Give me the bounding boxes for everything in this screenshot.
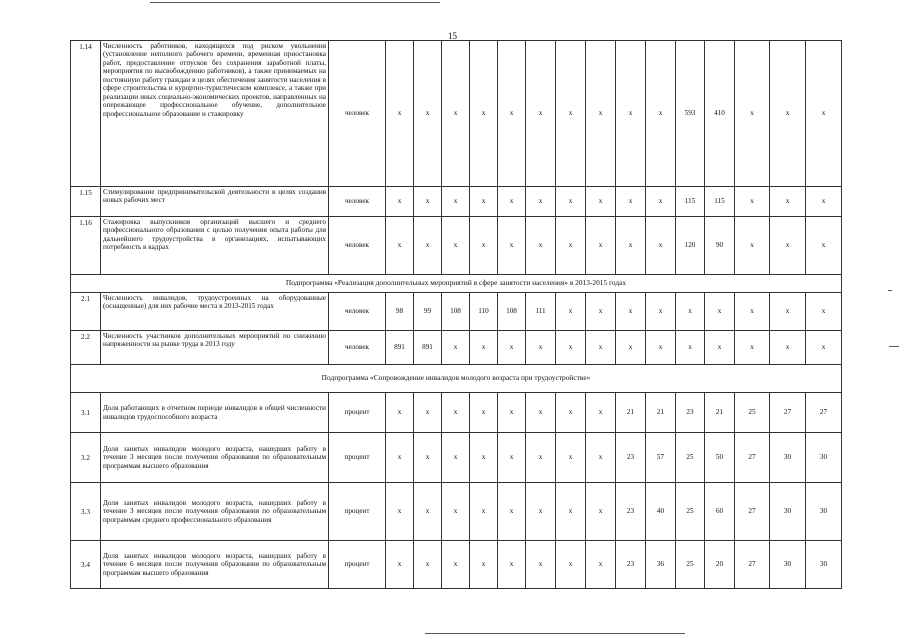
unit-cell: процент	[329, 433, 386, 483]
value-cell: 99	[414, 293, 442, 331]
value-cell: x	[770, 41, 806, 187]
value-cell: 27	[735, 541, 770, 589]
value-cell: x	[556, 293, 586, 331]
value-cell: x	[735, 331, 770, 365]
value-cell: x	[586, 433, 616, 483]
value-cell: x	[526, 187, 556, 217]
value-cell: x	[586, 393, 616, 433]
value-cell: 410	[705, 41, 735, 187]
value-cell: x	[386, 393, 414, 433]
value-cell: x	[414, 541, 442, 589]
value-cell: x	[735, 41, 770, 187]
value-cell: x	[526, 217, 556, 275]
unit-cell: человек	[329, 187, 386, 217]
table-row	[71, 217, 842, 275]
value-cell: 30	[770, 433, 806, 483]
row-number: 2.2	[71, 331, 101, 365]
value-cell: 30	[806, 433, 842, 483]
value-cell: x	[586, 187, 616, 217]
value-cell: x	[414, 217, 442, 275]
value-cell: x	[442, 541, 470, 589]
subprogram-title: Подпрограмма «Реализация дополнительных мероприятий в сфере занятости населения» в 2013-2015 годах	[71, 275, 842, 293]
value-cell: x	[414, 483, 442, 541]
value-cell: x	[556, 217, 586, 275]
subprogram-row	[71, 275, 842, 293]
value-cell: x	[586, 483, 616, 541]
value-cell: x	[498, 41, 526, 187]
value-cell: 25	[676, 483, 705, 541]
indicator-description: Доля работающих в отчетном периоде инвалидов в общей численности инвалидов трудоспособного возраста	[101, 393, 329, 433]
value-cell: x	[646, 41, 676, 187]
value-cell: x	[414, 433, 442, 483]
value-cell: x	[676, 331, 705, 365]
value-cell: x	[806, 41, 842, 187]
value-cell: 891	[414, 331, 442, 365]
value-cell: x	[442, 217, 470, 275]
value-cell: x	[705, 293, 735, 331]
value-cell: 21	[705, 393, 735, 433]
value-cell: x	[414, 187, 442, 217]
value-cell: x	[386, 541, 414, 589]
value-cell: x	[470, 217, 498, 275]
value-cell: 110	[470, 293, 498, 331]
value-cell: 23	[676, 393, 705, 433]
value-cell: x	[806, 217, 842, 275]
table-row	[71, 41, 842, 187]
value-cell: x	[442, 393, 470, 433]
row-number: 1.14	[71, 41, 101, 187]
value-cell: x	[442, 41, 470, 187]
value-cell: 27	[770, 393, 806, 433]
row-number: 2.1	[71, 293, 101, 331]
value-cell: 50	[705, 433, 735, 483]
value-cell: x	[770, 293, 806, 331]
indicators-table	[70, 40, 842, 589]
value-cell: 25	[676, 433, 705, 483]
unit-cell: процент	[329, 483, 386, 541]
value-cell: 27	[735, 433, 770, 483]
value-cell: x	[470, 433, 498, 483]
value-cell: x	[442, 483, 470, 541]
indicator-description: Доля занятых инвалидов молодого возраста, нашедших работу в течение 3 месяцев после получения образования по образовательным программам высшего образования	[101, 433, 329, 483]
value-cell: x	[616, 293, 646, 331]
scan-line-top	[150, 2, 440, 3]
table-row	[71, 483, 842, 541]
value-cell: x	[556, 331, 586, 365]
value-cell: 108	[442, 293, 470, 331]
unit-cell: процент	[329, 393, 386, 433]
table-row	[71, 293, 842, 331]
value-cell: x	[470, 41, 498, 187]
subprogram-row	[71, 365, 842, 393]
value-cell: x	[770, 187, 806, 217]
row-number: 3.3	[71, 483, 101, 541]
scan-mark-right-2	[888, 290, 892, 291]
unit-cell: человек	[329, 293, 386, 331]
unit-cell: процент	[329, 541, 386, 589]
subprogram-title: Подпрограмма «Сопровождение инвалидов молодого возраста при трудоустройстве»	[71, 365, 842, 393]
value-cell: x	[556, 393, 586, 433]
value-cell: x	[526, 483, 556, 541]
value-cell: x	[705, 331, 735, 365]
value-cell: 40	[646, 483, 676, 541]
value-cell: x	[498, 331, 526, 365]
table-row	[71, 393, 842, 433]
value-cell: 115	[676, 187, 705, 217]
value-cell: x	[442, 433, 470, 483]
value-cell: 90	[705, 217, 735, 275]
value-cell: x	[470, 331, 498, 365]
value-cell: 23	[616, 483, 646, 541]
value-cell: x	[556, 41, 586, 187]
value-cell: 57	[646, 433, 676, 483]
value-cell: x	[806, 293, 842, 331]
value-cell: x	[556, 541, 586, 589]
unit-cell: человек	[329, 217, 386, 275]
value-cell: x	[386, 433, 414, 483]
value-cell: x	[386, 483, 414, 541]
value-cell: x	[616, 331, 646, 365]
value-cell: 891	[386, 331, 414, 365]
value-cell: 60	[705, 483, 735, 541]
indicator-description: Стимулирование предпринимательской деятельности в целях создания новых рабочих мест	[101, 187, 329, 217]
value-cell: 115	[705, 187, 735, 217]
value-cell: x	[586, 541, 616, 589]
value-cell: 111	[526, 293, 556, 331]
value-cell: x	[770, 217, 806, 275]
row-number: 3.4	[71, 541, 101, 589]
value-cell: x	[735, 293, 770, 331]
value-cell: x	[470, 483, 498, 541]
value-cell: x	[646, 187, 676, 217]
value-cell: x	[586, 41, 616, 187]
value-cell: 593	[676, 41, 705, 187]
value-cell: x	[616, 187, 646, 217]
value-cell: x	[616, 41, 646, 187]
row-number: 1.15	[71, 187, 101, 217]
table-row	[71, 541, 842, 589]
value-cell: 25	[676, 541, 705, 589]
value-cell: x	[498, 187, 526, 217]
scan-mark-right	[889, 346, 899, 347]
row-number: 1.16	[71, 217, 101, 275]
value-cell: x	[442, 187, 470, 217]
value-cell: x	[526, 541, 556, 589]
value-cell: x	[586, 293, 616, 331]
value-cell: x	[386, 217, 414, 275]
value-cell: x	[586, 331, 616, 365]
value-cell: x	[414, 393, 442, 433]
value-cell: x	[414, 41, 442, 187]
value-cell: x	[646, 331, 676, 365]
value-cell: x	[498, 541, 526, 589]
value-cell: x	[442, 331, 470, 365]
unit-cell: человек	[329, 41, 386, 187]
value-cell: 27	[806, 393, 842, 433]
value-cell: x	[735, 217, 770, 275]
value-cell: 21	[616, 393, 646, 433]
value-cell: x	[526, 331, 556, 365]
value-cell: x	[735, 187, 770, 217]
value-cell: x	[556, 187, 586, 217]
value-cell: 30	[770, 483, 806, 541]
value-cell: x	[386, 187, 414, 217]
value-cell: x	[498, 393, 526, 433]
value-cell: x	[526, 433, 556, 483]
indicator-description: Стажировка выпускников организаций высшего и среднего профессионального образования с целью получения опыта работы для дальнейшего трудоустройства в организациях, испытывающих потребность в кадрах	[101, 217, 329, 275]
value-cell: x	[470, 393, 498, 433]
indicator-description: Доля занятых инвалидов молодого возраста, нашедших работу в течение 6 месяцев после получения образования по образовательным программам высшего образования	[101, 541, 329, 589]
row-number: 3.2	[71, 433, 101, 483]
value-cell: x	[770, 331, 806, 365]
value-cell: 98	[386, 293, 414, 331]
value-cell: x	[616, 217, 646, 275]
value-cell: 20	[705, 541, 735, 589]
value-cell: 30	[770, 541, 806, 589]
value-cell: 23	[616, 433, 646, 483]
value-cell: 25	[735, 393, 770, 433]
page-number: 15	[448, 31, 457, 41]
value-cell: 27	[735, 483, 770, 541]
value-cell: 120	[676, 217, 705, 275]
value-cell: x	[646, 217, 676, 275]
table-row	[71, 433, 842, 483]
indicator-description: Численность участников дополнительных мероприятий по снижению напряженности на рынке труда в 2013 году	[101, 331, 329, 365]
value-cell: x	[498, 483, 526, 541]
value-cell: x	[470, 541, 498, 589]
indicator-description: Доля занятых инвалидов молодого возраста, нашедших работу в течение 3 месяцев после получения образования по образовательным программам среднего профессионального образования	[101, 483, 329, 541]
table-row	[71, 187, 842, 217]
scan-line-bottom	[425, 633, 685, 634]
value-cell: x	[526, 41, 556, 187]
value-cell: x	[806, 187, 842, 217]
value-cell: x	[498, 217, 526, 275]
value-cell: 108	[498, 293, 526, 331]
value-cell: 23	[616, 541, 646, 589]
value-cell: 30	[806, 541, 842, 589]
value-cell: x	[676, 293, 705, 331]
row-number: 3.1	[71, 393, 101, 433]
value-cell: x	[526, 393, 556, 433]
value-cell: x	[470, 187, 498, 217]
indicator-description: Численность инвалидов, трудоустроенных на оборудованные (оснащенные) для них рабочие места в 2013-2015 годах	[101, 293, 329, 331]
value-cell: x	[806, 331, 842, 365]
table-row	[71, 331, 842, 365]
unit-cell: человек	[329, 331, 386, 365]
value-cell: x	[556, 433, 586, 483]
value-cell: x	[498, 433, 526, 483]
value-cell: x	[386, 41, 414, 187]
indicator-description: Численность работников, находящихся под риском увольнения (установление неполного рабочего времени, временная приостановка работ, предоставление отпусков без сохранения заработной платы, мероприятия по высвобождению работников), а также принимаемых на постоянную работу граждан в целях обеспечения занятости населения в сфере строительства и курортно-туристическом комплексе, а также при реализации иных социально-экономических проектов, направленных на опережающее профессиональное обучение, дополнительное профессиональное образование и стажировку	[101, 41, 329, 187]
value-cell: 36	[646, 541, 676, 589]
value-cell: x	[556, 483, 586, 541]
value-cell: x	[646, 293, 676, 331]
value-cell: 30	[806, 483, 842, 541]
value-cell: 21	[646, 393, 676, 433]
value-cell: x	[586, 217, 616, 275]
